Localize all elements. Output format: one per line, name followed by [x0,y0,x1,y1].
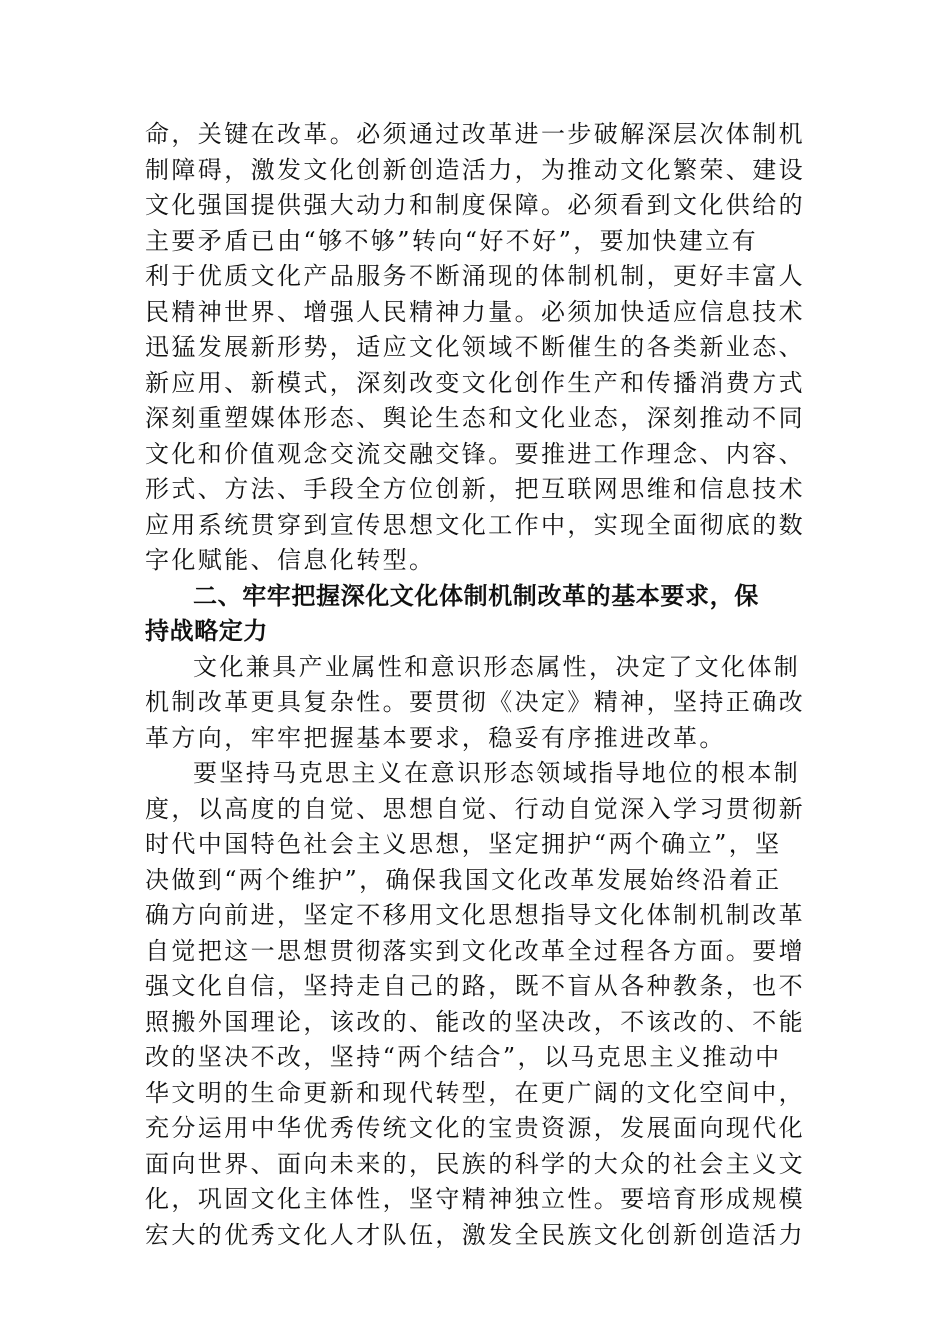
paragraph-line: 时代中国特色社会主义思想，坚定拥护“两个确立”，坚 [145,830,782,858]
paragraph-line: 面向世界、面向未来的，民族的科学的大众的社会主义文 [145,1149,805,1178]
paragraph-line: 利于优质文化产品服务不断涌现的体制机制，更好丰富人 [145,262,805,290]
paragraph-line: 新应用、新模式，深刻改变文化创作生产和传播消费方式 [145,368,805,397]
paragraph-line: 文化强国提供强大动力和制度保障。必须看到文化供给的 [145,191,805,219]
paragraph-line: 制障碍，激发文化创新创造活力，为推动文化繁荣、建设 [145,155,805,184]
paragraph-line: 改的坚决不改，坚持“两个结合”，以马克思主义推动中 [145,1043,782,1071]
paragraph-line: 宏大的优秀文化人才队伍，激发全民族文化创新创造活力 [145,1220,805,1249]
paragraph-line: 革方向，牢牢把握基本要求，稳妥有序推进改革。 [145,723,726,752]
section-heading-line: 持战略定力 [145,617,268,645]
paragraph-line: 自觉把这一思想贯彻落实到文化改革全过程各方面。要增 [145,936,805,965]
section-heading-line: 二、牢牢把握深化文化体制机制改革的基本要求，保 [193,581,759,610]
paragraph-line: 应用系统贯穿到宣传思想文化工作中，实现全面彻底的数 [145,510,805,539]
paragraph-line: 决做到“两个维护”，确保我国文化改革发展始终沿着正 [145,865,782,894]
paragraph-line: 文化和价值观念交流交融交锋。要推进工作理念、内容、 [145,439,805,468]
paragraph-line: 机制改革更具复杂性。要贯彻《决定》精神，坚持正确改 [145,688,805,716]
paragraph-line: 深刻重塑媒体形态、舆论生态和文化业态，深刻推动不同 [145,404,805,432]
document-body [145,117,806,1253]
paragraph-line: 强文化自信，坚持走自己的路，既不盲从各种教条，也不 [145,972,805,1000]
paragraph-line: 充分运用中华优秀传统文化的宝贵资源，发展面向现代化 [145,1114,805,1142]
paragraph-line: 民精神世界、增强人民精神力量。必须加快适应信息技术 [145,297,805,326]
paragraph-line: 文化兼具产业属性和意识形态属性，决定了文化体制 [193,652,801,681]
paragraph-line: 迅猛发展新形势，适应文化领域不断催生的各类新业态、 [145,333,805,361]
paragraph-line: 化，巩固文化主体性，坚守精神独立性。要培育形成规模 [145,1185,805,1213]
paragraph-line: 确方向前进，坚定不移用文化思想指导文化体制机制改革 [145,901,805,929]
paragraph-line: 主要矛盾已由“够不够”转向“好不好”，要加快建立有 [145,226,759,255]
paragraph-line: 形式、方法、手段全方位创新，把互联网思维和信息技术 [145,475,805,503]
paragraph-line: 度，以高度的自觉、思想自觉、行动自觉深入学习贯彻新 [145,794,805,823]
paragraph-line: 要坚持马克思主义在意识形态领域指导地位的根本制 [193,759,801,787]
paragraph-line: 照搬外国理论，该改的、能改的坚决改，不该改的、不能 [145,1007,805,1036]
paragraph-line: 字化赋能、信息化转型。 [145,546,436,574]
paragraph-line: 华文明的生命更新和现代转型，在更广阔的文化空间中， [145,1078,805,1107]
paragraph-line: 命，关键在改革。必须通过改革进一步破解深层次体制机 [145,120,805,148]
